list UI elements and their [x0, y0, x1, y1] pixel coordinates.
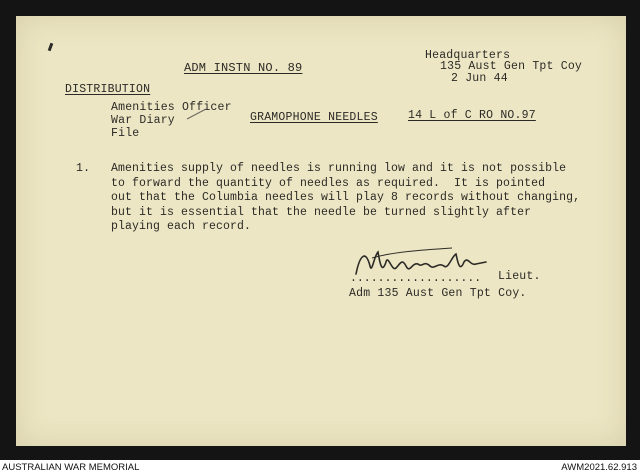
distribution-label: DISTRIBUTION: [65, 83, 151, 96]
paragraph-body: [111, 162, 606, 235]
paragraph-line: to forward the quantity of needles as required. It is pointed: [111, 176, 546, 190]
tick-mark-icon: [186, 107, 208, 121]
document-title: ADM INSTN NO. 89: [184, 61, 303, 75]
recipient-war-diary: War Diary: [111, 114, 175, 127]
recipient-file: File: [111, 127, 140, 140]
signature-rank: Lieut.: [498, 270, 541, 283]
paragraph-line: Amenities supply of needles is running low and it is not possible: [111, 162, 567, 175]
header-unit: 135 Aust Gen Tpt Coy: [440, 60, 583, 73]
signature-dots: ...................: [350, 272, 482, 285]
recipient-amenities: Amenities Officer: [111, 101, 232, 114]
footer-institution: AUSTRALIAN WAR MEMORIAL: [2, 462, 140, 473]
reference: 14 L of C RO NO.97: [408, 109, 536, 122]
signature-block: Adm 135 Aust Gen Tpt Coy.: [349, 287, 527, 300]
subject: GRAMOPHONE NEEDLES: [250, 111, 378, 124]
paragraph-line: out that the Columbia needles will play 8 records without changing,: [111, 191, 581, 204]
header-hq: Headquarters: [425, 49, 511, 62]
paragraph-number: 1.: [76, 162, 91, 175]
footer-accession-number: AWM2021.62.913: [561, 462, 637, 473]
paragraph-line: playing each record.: [111, 220, 252, 233]
paragraph-line: but it is essential that the needle be turned slightly after: [111, 205, 532, 219]
header-date: 2 Jun 44: [451, 72, 508, 85]
